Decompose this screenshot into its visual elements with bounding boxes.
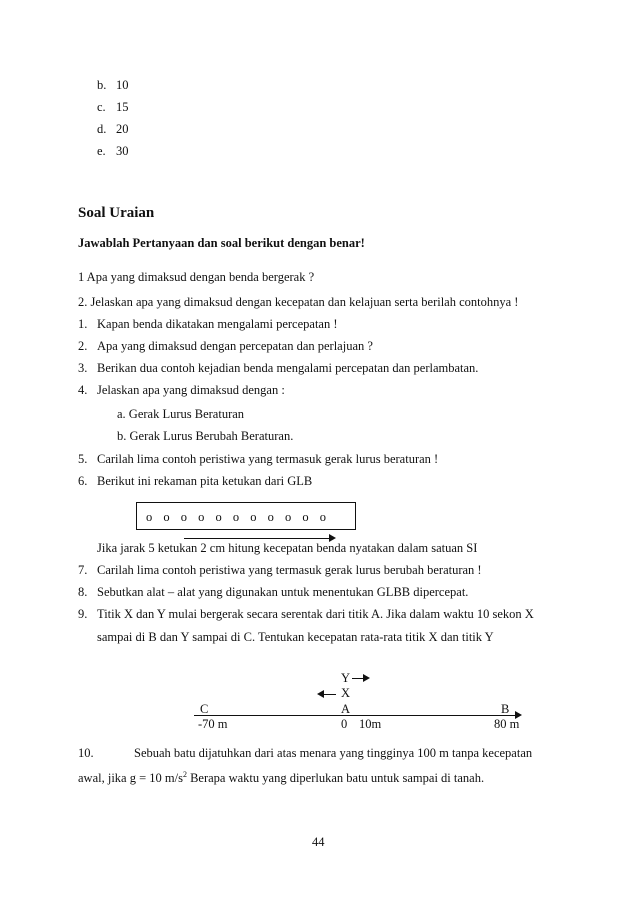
tick-10: 10m [359, 717, 382, 731]
question-2a: 2. Jelaskan apa yang dimaksud dengan kecepatan dan kelajuan serta berilah contohnya ! [78, 295, 519, 309]
question-text: Titik X dan Y mulai bergerak secara serentak dari titik A. Jika dalam waktu 10 sekon X [97, 607, 534, 621]
question-10-superscript: 2 [182, 770, 187, 779]
question-number: 3. [78, 361, 88, 375]
y-arrow-head [363, 674, 370, 682]
question-text: Kapan benda dikatakan mengalami percepatan ! [97, 317, 338, 331]
question-number: 5. [78, 452, 88, 466]
question-number: 1. [78, 317, 88, 331]
question-text: Sebutkan alat – alat yang digunakan untuk menentukan GLBB dipercepat. [97, 585, 469, 599]
x-arrow-line [324, 694, 336, 695]
question-number: 9. [78, 607, 88, 621]
question-10-line2-post: Berapa waktu yang diperlukan batu untuk sampai di tanah. [186, 771, 485, 786]
tick-a: 0 [341, 717, 348, 731]
option-letter: e. [97, 144, 106, 158]
label-c: C [200, 702, 209, 716]
option-value: 30 [116, 144, 129, 158]
question-text: Jelaskan apa yang dimaksud dengan : [97, 383, 285, 397]
question-text: Berikut ini rekaman pita ketukan dari GLB [97, 474, 313, 488]
option-letter: d. [97, 122, 107, 136]
tape-arrow-line [184, 538, 330, 539]
question-10-line2-pre: awal, jika g = 10 m/s [78, 771, 183, 786]
question-10-number: 10. [78, 746, 94, 760]
question-text: Carilah lima contoh peristiwa yang termasuk gerak lurus berubah beraturan ! [97, 563, 482, 577]
question-10-line2 [78, 771, 484, 785]
tick-c: -70 m [198, 717, 228, 731]
tick-b: 80 m [494, 717, 520, 731]
question-text: Carilah lima contoh peristiwa yang termasuk gerak lurus beraturan ! [97, 452, 439, 466]
question-6-follow: Jika jarak 5 ketukan 2 cm hitung kecepatan benda nyatakan dalam satuan SI [97, 541, 478, 555]
question-10-line1: Sebuah batu dijatuhkan dari atas menara yang tingginya 100 m tanpa kecepatan [134, 746, 533, 760]
question-number: 4. [78, 383, 88, 397]
question-4-sub-b: b. Gerak Lurus Berubah Beraturan. [117, 429, 294, 443]
question-text: Apa yang dimaksud dengan percepatan dan perlajuan ? [97, 339, 373, 353]
instruction: Jawablah Pertanyaan dan soal berikut dengan benar! [78, 236, 365, 250]
question-number: 6. [78, 474, 88, 488]
section-title: Soal Uraian [78, 205, 155, 221]
option-letter: b. [97, 78, 107, 92]
x-arrow-head [317, 690, 324, 698]
axis-line [194, 715, 517, 716]
label-a: A [341, 702, 351, 716]
page-number: 44 [312, 835, 325, 849]
question-9-cont: sampai di B dan Y sampai di C. Tentukan kecepatan rata-rata titik X dan titik Y [97, 630, 494, 644]
label-y: Y [341, 671, 351, 685]
option-value: 10 [116, 78, 129, 92]
label-x: X [341, 686, 351, 700]
label-b: B [501, 702, 510, 716]
question-number: 2. [78, 339, 88, 353]
option-value: 15 [116, 100, 129, 114]
question-1a: 1 Apa yang dimaksud dengan benda bergerak ? [78, 270, 315, 284]
question-text: Berikan dua contoh kejadian benda mengalami percepatan dan perlambatan. [97, 361, 479, 375]
option-value: 20 [116, 122, 129, 136]
ticker-tape-dots: o o o o o o o o o o o [146, 510, 327, 524]
question-number: 7. [78, 563, 88, 577]
question-4-sub-a: a. Gerak Lurus Beraturan [117, 407, 245, 421]
option-letter: c. [97, 100, 106, 114]
question-number: 8. [78, 585, 88, 599]
